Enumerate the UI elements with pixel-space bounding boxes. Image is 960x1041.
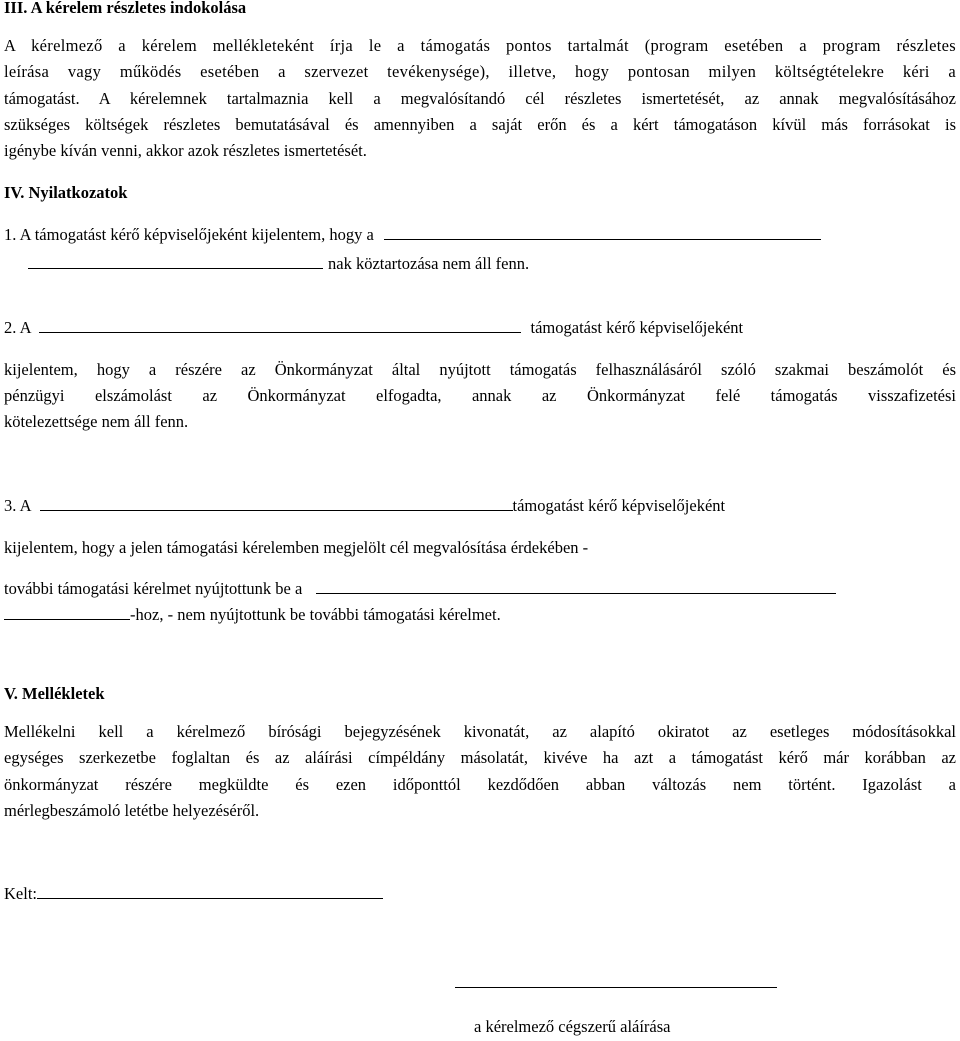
date-field[interactable] bbox=[37, 898, 383, 899]
paragraph-line: A kérelmező a kérelem mellékleteként írja le a támogatás pontos tartalmát (program esetében a program részletes bbox=[4, 36, 956, 55]
blank-line[interactable] bbox=[384, 239, 821, 240]
statement-1-text: nak köztartozása nem áll fenn. bbox=[328, 254, 530, 273]
blank-line[interactable] bbox=[39, 332, 521, 333]
paragraph-line: kötelezettsége nem áll fenn. bbox=[4, 412, 189, 431]
paragraph-line: kijelentem, hogy a jelen támogatási kérelemben megjelölt cél megvalósítása érdekében - bbox=[4, 538, 589, 557]
blank-line[interactable] bbox=[316, 593, 836, 594]
statement-3-lead: 3. A bbox=[4, 496, 32, 515]
paragraph-line: egységes szerkezetbe foglaltan és az aláírási címpéldány másolatát, kivéve ha azt a támogatást kérő már korábban az bbox=[4, 748, 956, 767]
statement-2-lead: 2. A bbox=[4, 318, 32, 337]
blank-line[interactable] bbox=[4, 619, 130, 620]
statement-3-suffix: támogatást kérő képviselőjeként bbox=[512, 496, 726, 515]
paragraph-line: pénzügyi elszámolást az Önkormányzat elfogadta, annak az Önkormányzat felé támogatás visszafizetési bbox=[4, 386, 956, 405]
statement-3-text: további támogatási kérelmet nyújtottunk be a bbox=[4, 579, 303, 598]
date-line bbox=[4, 884, 383, 904]
paragraph-line: Mellékelni kell a kérelmező bírósági bejegyzésének kivonatát, az alapító okiratot az esetleges módosításokkal bbox=[4, 722, 956, 741]
blank-line[interactable] bbox=[40, 510, 513, 511]
section-heading-v: V. Mellékletek bbox=[4, 684, 105, 703]
section-heading-iv: IV. Nyilatkozatok bbox=[4, 183, 128, 202]
section-heading-iii: III. A kérelem részletes indokolása bbox=[4, 0, 247, 17]
blank-line[interactable] bbox=[28, 268, 323, 269]
paragraph-line: leírása vagy működés esetében a szervezet tevékenysége), illetve, hogy pontosan milyen költségtételekre kéri a bbox=[4, 62, 956, 81]
paragraph-line: önkormányzat részére megküldte és ezen időponttól kezdődően abban változás nem történt. Igazolást a bbox=[4, 775, 956, 794]
signature-label: a kérelmező cégszerű aláírása bbox=[474, 1017, 671, 1036]
date-label: Kelt: bbox=[4, 884, 37, 903]
statement-2-suffix: támogatást kérő képviselőjeként bbox=[530, 318, 744, 337]
paragraph-line: szükséges költségek részletes bemutatásával és amennyiben a saját erőn és a kért támogatáson kívül más forrásokat is bbox=[4, 115, 956, 134]
statement-3-text: -hoz, - nem nyújtottunk be további támogatási kérelmet. bbox=[130, 605, 501, 624]
paragraph-line: igénybe kíván venni, akkor azok részletes ismertetését. bbox=[4, 141, 367, 160]
signature-line[interactable] bbox=[455, 987, 777, 988]
paragraph-line: mérlegbeszámoló letétbe helyezéséről. bbox=[4, 801, 260, 820]
paragraph-line: támogatást. A kérelemnek tartalmaznia kell a megvalósítandó cél részletes ismertetését, az annak megvalósításához bbox=[4, 89, 956, 108]
statement-1-text: 1. A támogatást kérő képviselőjeként kijelentem, hogy a bbox=[4, 225, 374, 244]
paragraph-line: kijelentem, hogy a részére az Önkormányzat által nyújtott támogatás felhasználásáról szóló szakmai beszámolót és bbox=[4, 360, 956, 379]
